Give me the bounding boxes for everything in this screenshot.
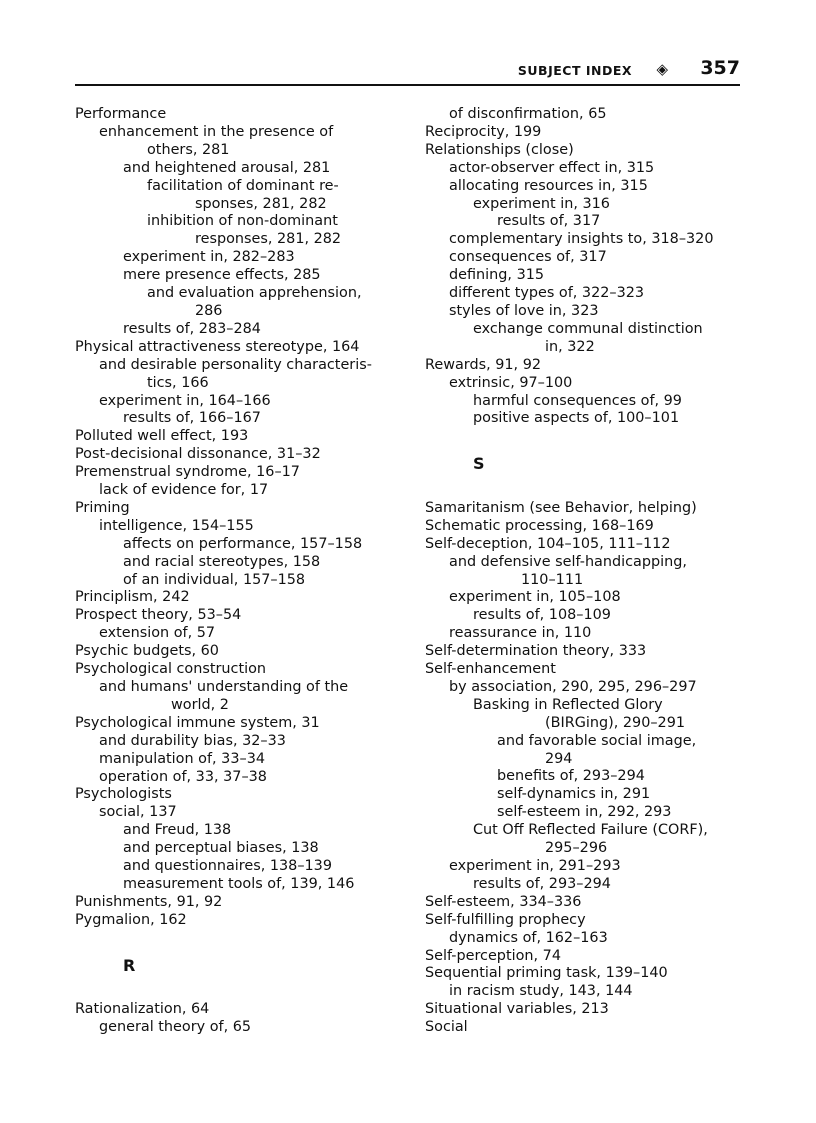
index-subentry: affects on performance, 157–158 bbox=[123, 535, 363, 552]
index-entry: Polluted well effect, 193 bbox=[75, 428, 249, 445]
index-subentry: and perceptual biases, 138 bbox=[123, 840, 319, 857]
index-subentry: by association, 290, 295, 296–297 bbox=[449, 678, 697, 695]
section-letter: S bbox=[473, 454, 485, 474]
index-subentry: styles of love in, 323 bbox=[449, 302, 599, 319]
running-header bbox=[75, 56, 740, 86]
index-entry: Schematic processing, 168–169 bbox=[425, 517, 654, 534]
index-subentry: and heightened arousal, 281 bbox=[123, 159, 331, 176]
index-subentry: and defensive self-handicapping, bbox=[449, 553, 687, 570]
index-entry: Physical attractiveness stereotype, 164 bbox=[75, 338, 360, 355]
index-entry: Prospect theory, 53–54 bbox=[75, 607, 242, 624]
index-entry: Punishments, 91, 92 bbox=[75, 893, 223, 910]
index-entry: Psychologists bbox=[75, 786, 172, 803]
index-subentry: different types of, 322–323 bbox=[449, 285, 645, 302]
index-entry: Situational variables, 213 bbox=[425, 1001, 609, 1018]
index-subentry: operation of, 33, 37–38 bbox=[99, 768, 267, 785]
index-subentry: consequences of, 317 bbox=[449, 249, 607, 266]
index-subentry: manipulation of, 33–34 bbox=[99, 750, 266, 767]
index-entry: Priming bbox=[75, 499, 130, 516]
index-subentry: Cut Off Reflected Failure (CORF), bbox=[473, 822, 708, 839]
diamond-ornament-icon: ◈ bbox=[656, 60, 668, 78]
index-subentry: 286 bbox=[195, 302, 223, 319]
index-entry: Psychological immune system, 31 bbox=[75, 714, 320, 731]
index-subentry: results of, 108–109 bbox=[473, 607, 611, 624]
section-gap bbox=[75, 983, 405, 1001]
index-subentry: and humans' understanding of the bbox=[99, 679, 349, 695]
section-gap bbox=[425, 482, 755, 500]
index-subentry: results of, 283–284 bbox=[123, 320, 261, 337]
index-subentry: defining, 315 bbox=[449, 267, 545, 284]
section-gap bbox=[75, 930, 405, 948]
index-entry: Self-enhancement bbox=[425, 661, 556, 678]
index-entry: Samaritanism (see Behavior, helping) bbox=[425, 499, 697, 516]
index-entry: Premenstrual syndrome, 16–17 bbox=[75, 464, 300, 481]
index-subentry: and favorable social image, bbox=[497, 732, 697, 749]
index-entry: Rationalization, 64 bbox=[75, 1001, 210, 1018]
index-subentry: results of, 166–167 bbox=[123, 410, 261, 427]
index-subentry: complementary insights to, 318–320 bbox=[449, 231, 714, 248]
index-subentry: experiment in, 282–283 bbox=[123, 249, 295, 266]
index-subentry: and desirable personality characteris- bbox=[99, 356, 372, 373]
index-subentry: in racism study, 143, 144 bbox=[449, 983, 633, 1000]
index-column-right bbox=[425, 106, 755, 1037]
index-entry: Self-fulfilling prophecy bbox=[425, 911, 586, 928]
index-entry: Rewards, 91, 92 bbox=[425, 356, 542, 373]
index-subentry: positive aspects of, 100–101 bbox=[473, 410, 680, 427]
index-subentry: results of, 317 bbox=[497, 213, 601, 230]
index-subentry: dynamics of, 162–163 bbox=[449, 929, 608, 946]
index-entry: Psychic budgets, 60 bbox=[75, 643, 219, 660]
index-subentry: 294 bbox=[545, 750, 573, 767]
index-subentry: in, 322 bbox=[545, 338, 595, 355]
index-entry: Principlism, 242 bbox=[75, 589, 190, 606]
index-entry: Self-deception, 104–105, 111–112 bbox=[425, 535, 671, 552]
index-subentry: extrinsic, 97–100 bbox=[449, 374, 573, 391]
index-subentry: experiment in, 164–166 bbox=[99, 392, 271, 409]
index-subentry: world, 2 bbox=[171, 696, 229, 713]
index-entry: Self-perception, 74 bbox=[425, 947, 561, 964]
index-subentry: general theory of, 65 bbox=[99, 1019, 252, 1036]
index-subentry: (BIRGing), 290–291 bbox=[545, 714, 686, 731]
index-subentry: intelligence, 154–155 bbox=[99, 517, 254, 534]
section-gap bbox=[425, 428, 755, 446]
index-entry: Self-esteem, 334–336 bbox=[425, 893, 582, 910]
index-entry: Psychological construction bbox=[75, 661, 267, 678]
index-subentry: results of, 293–294 bbox=[473, 875, 611, 892]
index-subentry: benefits of, 293–294 bbox=[497, 768, 645, 785]
index-subentry: lack of evidence for, 17 bbox=[99, 482, 269, 499]
index-subentry: actor-observer effect in, 315 bbox=[449, 159, 655, 176]
index-column-left bbox=[75, 106, 405, 1037]
index-subentry: experiment in, 291–293 bbox=[449, 858, 621, 875]
index-entry: Self-determination theory, 333 bbox=[425, 643, 647, 660]
index-subentry: and questionnaires, 138–139 bbox=[123, 858, 332, 875]
index-subentry: of disconfirmation, 65 bbox=[449, 106, 607, 122]
index-subentry: 295–296 bbox=[545, 840, 608, 857]
index-subentry: extension of, 57 bbox=[99, 625, 216, 642]
index-subentry: self-esteem in, 292, 293 bbox=[497, 804, 672, 821]
index-subentry: experiment in, 105–108 bbox=[449, 589, 621, 606]
index-subentry: experiment in, 316 bbox=[473, 195, 610, 212]
index-subentry: others, 281 bbox=[147, 141, 230, 158]
index-subentry: and durability bias, 32–33 bbox=[99, 732, 286, 749]
index-entry: Sequential priming task, 139–140 bbox=[425, 965, 668, 982]
index-subentry: allocating resources in, 315 bbox=[449, 177, 648, 194]
page-number: 357 bbox=[700, 57, 740, 79]
index-subentry: tics, 166 bbox=[147, 374, 209, 391]
index-entry: Social bbox=[425, 1019, 468, 1036]
index-entry: Pygmalion, 162 bbox=[75, 911, 187, 928]
index-subentry: social, 137 bbox=[99, 804, 177, 821]
index-subentry: Basking in Reflected Glory bbox=[473, 696, 663, 713]
index-subentry: sponses, 281, 282 bbox=[195, 195, 327, 212]
index-subentry: exchange communal distinction bbox=[473, 320, 703, 337]
index-subentry: inhibition of non-dominant bbox=[147, 213, 338, 230]
index-subentry: and racial stereotypes, 158 bbox=[123, 553, 321, 570]
index-subentry: self-dynamics in, 291 bbox=[497, 786, 651, 803]
index-entry: Performance bbox=[75, 106, 167, 122]
index-subentry: of an individual, 157–158 bbox=[123, 571, 306, 588]
index-subentry: and Freud, 138 bbox=[123, 822, 232, 839]
index-subentry: and evaluation apprehension, bbox=[147, 285, 362, 302]
index-entry: Reciprocity, 199 bbox=[425, 123, 542, 140]
index-subentry: mere presence effects, 285 bbox=[123, 267, 321, 284]
index-subentry: measurement tools of, 139, 146 bbox=[123, 875, 355, 892]
index-subentry: responses, 281, 282 bbox=[195, 231, 342, 248]
section-letter: R bbox=[123, 955, 136, 975]
index-subentry: enhancement in the presence of bbox=[99, 123, 334, 140]
index-subentry: facilitation of dominant re- bbox=[147, 177, 339, 194]
index-subentry: reassurance in, 110 bbox=[449, 625, 592, 642]
index-entry: Relationships (close) bbox=[425, 141, 574, 158]
index-subentry: harmful consequences of, 99 bbox=[473, 392, 682, 409]
running-title: SUBJECT INDEX bbox=[517, 63, 632, 78]
index-entry: Post-decisional dissonance, 31–32 bbox=[75, 446, 321, 463]
index-subentry: 110–111 bbox=[521, 571, 584, 588]
